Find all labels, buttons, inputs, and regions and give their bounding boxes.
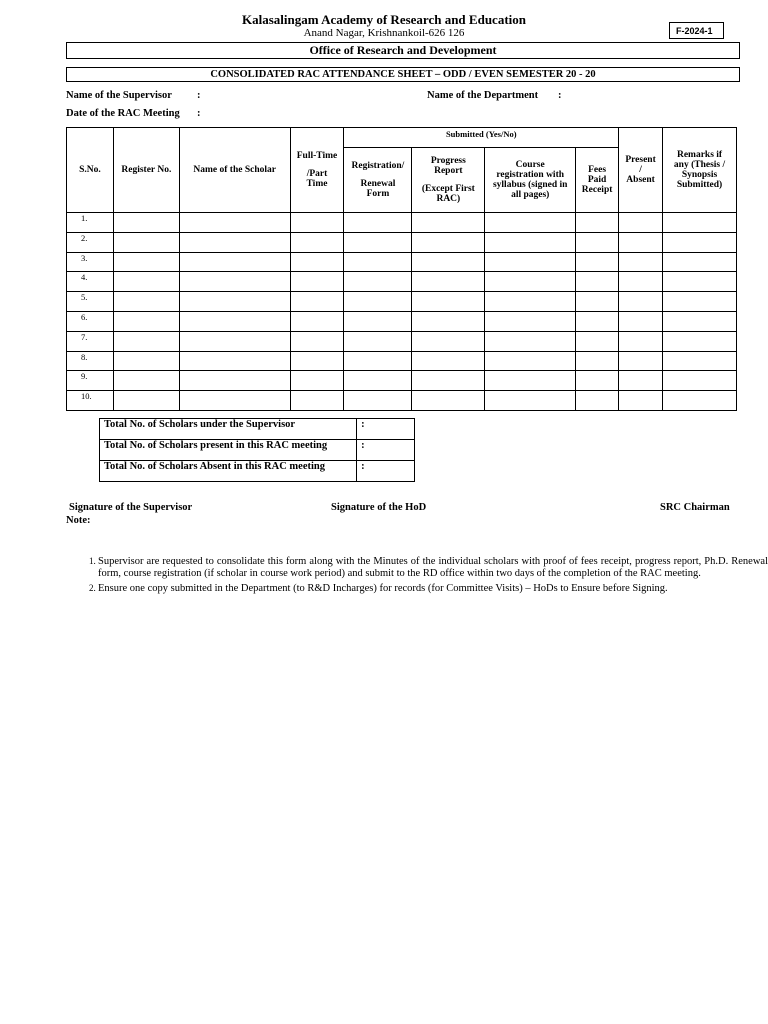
row-sno: 2. (67, 232, 114, 252)
table-cell[interactable] (290, 292, 344, 312)
attendance-table (66, 127, 737, 411)
table-cell[interactable] (619, 252, 663, 272)
table-cell[interactable] (412, 331, 485, 351)
table-cell[interactable] (179, 351, 290, 371)
total-present-value[interactable]: : (357, 440, 415, 461)
table-row (67, 272, 737, 292)
table-cell[interactable] (663, 331, 737, 351)
col-course-registration (485, 148, 576, 213)
table-cell[interactable] (412, 213, 485, 233)
present-line2: / (639, 165, 642, 175)
table-row (67, 232, 737, 252)
row-sno: 5. (67, 292, 114, 312)
table-cell[interactable] (113, 272, 179, 292)
note-label: Note: (66, 515, 91, 526)
sheet-title: CONSOLIDATED RAC ATTENDANCE SHEET – ODD / EVEN SEMESTER 20 - 20 (66, 67, 740, 82)
notes-list (66, 555, 768, 597)
table-cell[interactable] (113, 371, 179, 391)
progress-line4: RAC) (436, 194, 461, 204)
course-line3: syllabus (signed in (492, 180, 568, 190)
form-number: F-2024-1 (669, 22, 724, 39)
row-sno: 7. (67, 331, 114, 351)
table-cell[interactable] (576, 391, 619, 411)
row-sno: 3. (67, 252, 114, 272)
table-cell[interactable] (663, 292, 737, 312)
total-absent-label: Total No. of Scholars Absent in this RAC meeting (100, 461, 357, 482)
total-present-row (100, 440, 415, 461)
note-item: 1. Supervisor are requested to consolidate this form along with the Minutes of the individual scholars with proof of fees receipt, progress report, Ph.D. Renewal form, course registration (if scholar in course work period) and submit to the RD office within two days of the completion of the RAC meeting. (98, 555, 768, 580)
col-fees-receipt (576, 148, 619, 213)
table-cell[interactable] (619, 213, 663, 233)
remarks-line3: Synopsis (681, 170, 718, 180)
table-cell[interactable] (663, 351, 737, 371)
table-cell[interactable] (576, 311, 619, 331)
col-register-no: Register No. (113, 128, 179, 213)
supervisor-signature: Signature of the Supervisor (69, 502, 193, 513)
table-cell[interactable] (619, 272, 663, 292)
course-line1: Course (515, 160, 545, 170)
table-cell[interactable] (412, 252, 485, 272)
table-cell[interactable] (576, 371, 619, 391)
col-registration-renewal (344, 148, 412, 213)
table-cell[interactable] (113, 232, 179, 252)
note-item: 2. Ensure one copy submitted in the Department (to R&D Incharges) for records (for Committee Visits) – HoDs to Ensure before Signing. (98, 582, 768, 595)
total-scholars-label: Total No. of Scholars under the Supervisor (100, 419, 357, 440)
table-row (67, 371, 737, 391)
table-row (67, 311, 737, 331)
table-cell[interactable] (619, 292, 663, 312)
table-cell[interactable] (179, 272, 290, 292)
table-cell[interactable] (485, 311, 576, 331)
department-label: Name of the Department (427, 90, 539, 101)
full-part-time-line2: /Part (306, 169, 328, 179)
table-cell[interactable] (179, 311, 290, 331)
table-cell[interactable] (179, 391, 290, 411)
institution-address: Anand Nagar, Krishnankoil-626 126 (303, 27, 465, 39)
table-cell[interactable] (412, 232, 485, 252)
table-cell[interactable] (179, 331, 290, 351)
table-cell[interactable] (290, 272, 344, 292)
hod-signature: Signature of the HoD (331, 502, 427, 513)
table-cell[interactable] (344, 351, 412, 371)
table-cell[interactable] (576, 213, 619, 233)
table-cell[interactable] (344, 252, 412, 272)
rac-date-colon: : (197, 108, 201, 119)
table-cell[interactable] (619, 311, 663, 331)
table-cell[interactable] (619, 232, 663, 252)
table-cell[interactable] (344, 311, 412, 331)
full-part-time-line1: Full-Time (296, 151, 338, 161)
table-cell[interactable] (485, 351, 576, 371)
table-cell[interactable] (619, 371, 663, 391)
table-cell[interactable] (113, 391, 179, 411)
table-row (67, 213, 737, 233)
col-scholar-name: Name of the Scholar (179, 128, 290, 213)
supervisor-colon: : (197, 90, 201, 101)
full-part-time-line3: Time (306, 179, 328, 189)
table-cell[interactable] (344, 371, 412, 391)
table-cell[interactable] (344, 391, 412, 411)
table-cell[interactable] (113, 213, 179, 233)
table-cell[interactable] (290, 311, 344, 331)
col-sno: S.No. (67, 128, 114, 213)
totals-table (99, 418, 415, 482)
table-cell[interactable] (113, 351, 179, 371)
col-present-absent (619, 128, 663, 213)
table-cell[interactable] (290, 371, 344, 391)
row-sno: 6. (67, 311, 114, 331)
total-scholars-value[interactable]: : (357, 419, 415, 440)
table-cell[interactable] (619, 331, 663, 351)
office-title: Office of Research and Development (66, 42, 740, 59)
table-cell[interactable] (113, 311, 179, 331)
table-row (67, 351, 737, 371)
submitted-group-header: Submitted (Yes/No) (344, 128, 619, 148)
table-cell[interactable] (663, 311, 737, 331)
table-cell[interactable] (290, 252, 344, 272)
registration-line3: Form (366, 189, 390, 199)
table-cell[interactable] (179, 252, 290, 272)
total-absent-row (100, 461, 415, 482)
rac-date-label: Date of the RAC Meeting (66, 108, 180, 119)
institution-name: Kalasalingam Academy of Research and Education (242, 12, 526, 27)
col-full-part-time (290, 128, 344, 213)
fees-line2: Paid (587, 175, 607, 185)
department-colon: : (558, 90, 562, 101)
total-absent-value[interactable]: : (357, 461, 415, 482)
table-row (67, 292, 737, 312)
course-line4: all pages) (511, 190, 550, 200)
table-cell[interactable] (576, 272, 619, 292)
row-sno: 9. (67, 371, 114, 391)
table-cell[interactable] (663, 232, 737, 252)
table-cell[interactable] (290, 232, 344, 252)
remarks-line2: any (Thesis / (673, 160, 726, 170)
registration-line2: Renewal (360, 179, 396, 189)
table-cell[interactable] (179, 371, 290, 391)
table-cell[interactable] (412, 311, 485, 331)
table-cell[interactable] (485, 252, 576, 272)
table-cell[interactable] (290, 331, 344, 351)
table-cell[interactable] (663, 213, 737, 233)
table-cell[interactable] (412, 351, 485, 371)
table-cell[interactable] (179, 292, 290, 312)
table-cell[interactable] (619, 351, 663, 371)
row-sno: 10. (67, 391, 114, 411)
table-cell[interactable] (290, 391, 344, 411)
table-cell[interactable] (485, 272, 576, 292)
table-cell[interactable] (179, 232, 290, 252)
table-cell[interactable] (619, 391, 663, 411)
col-progress-report (412, 148, 485, 213)
total-scholars-row (100, 419, 415, 440)
total-present-label: Total No. of Scholars present in this RAC meeting (100, 440, 357, 461)
table-cell[interactable] (113, 331, 179, 351)
table-cell[interactable] (485, 232, 576, 252)
row-sno: 1. (67, 213, 114, 233)
remarks-line1: Remarks if (676, 150, 723, 160)
table-row (67, 331, 737, 351)
table-cell[interactable] (344, 331, 412, 351)
row-sno: 4. (67, 272, 114, 292)
table-cell[interactable] (344, 232, 412, 252)
present-line3: Absent (626, 175, 655, 185)
table-cell[interactable] (344, 213, 412, 233)
table-cell[interactable] (412, 292, 485, 312)
table-row (67, 252, 737, 272)
table-cell[interactable] (663, 391, 737, 411)
table-row (67, 391, 737, 411)
table-cell[interactable] (576, 252, 619, 272)
table-cell[interactable] (344, 292, 412, 312)
fees-line3: Receipt (581, 185, 613, 195)
supervisor-label: Name of the Supervisor (66, 90, 172, 101)
table-cell[interactable] (485, 292, 576, 312)
table-cell[interactable] (290, 351, 344, 371)
row-sno: 8. (67, 351, 114, 371)
table-cell[interactable] (412, 272, 485, 292)
src-chairman-signature: SRC Chairman (660, 502, 730, 513)
present-line1: Present (625, 155, 656, 165)
progress-line1: Progress (430, 156, 466, 166)
table-cell[interactable] (663, 252, 737, 272)
table-cell[interactable] (179, 213, 290, 233)
table-cell[interactable] (485, 391, 576, 411)
progress-line2: Report (434, 166, 463, 176)
table-cell[interactable] (113, 252, 179, 272)
table-cell[interactable] (663, 272, 737, 292)
table-cell[interactable] (344, 272, 412, 292)
fees-line1: Fees (588, 165, 607, 175)
table-cell[interactable] (290, 213, 344, 233)
table-cell[interactable] (485, 213, 576, 233)
registration-line1: Registration/ (351, 161, 405, 171)
table-cell[interactable] (485, 331, 576, 351)
table-cell[interactable] (576, 292, 619, 312)
remarks-line4: Submitted) (676, 180, 723, 190)
table-cell[interactable] (663, 371, 737, 391)
table-cell[interactable] (576, 351, 619, 371)
col-remarks (663, 128, 737, 213)
table-cell[interactable] (412, 371, 485, 391)
table-cell[interactable] (485, 371, 576, 391)
table-cell[interactable] (113, 292, 179, 312)
table-cell[interactable] (412, 391, 485, 411)
course-line2: registration with (496, 170, 565, 180)
table-cell[interactable] (576, 232, 619, 252)
progress-line3: (Except First (421, 184, 475, 194)
table-cell[interactable] (576, 331, 619, 351)
